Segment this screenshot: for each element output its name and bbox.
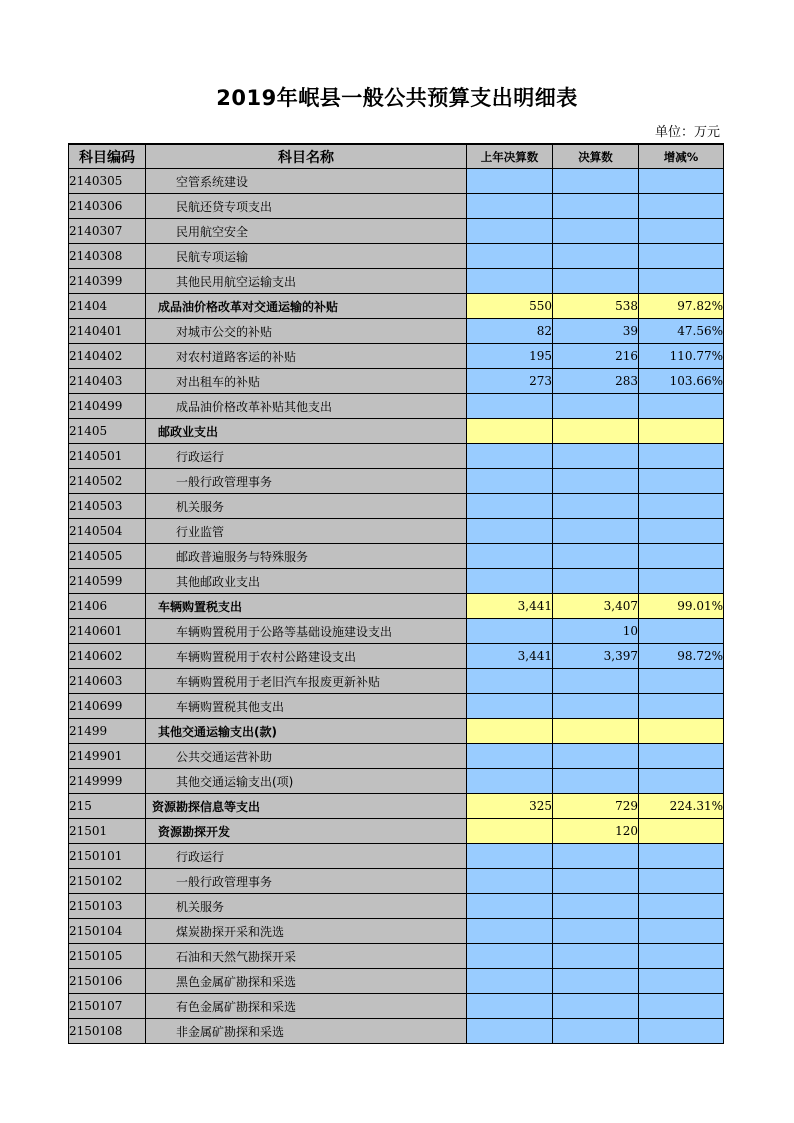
row-prev-year	[467, 844, 553, 869]
row-change	[639, 694, 724, 719]
row-prev-year	[467, 969, 553, 994]
row-name: 非金属矿勘探和采选	[146, 1019, 467, 1044]
table-row	[69, 494, 724, 519]
row-name: 对出租车的补贴	[146, 369, 467, 394]
row-current	[553, 944, 639, 969]
row-code: 2140499	[69, 394, 146, 419]
row-current: 216	[553, 344, 639, 369]
row-current	[553, 919, 639, 944]
table-row	[69, 894, 724, 919]
row-change	[639, 494, 724, 519]
row-name: 民用航空安全	[146, 219, 467, 244]
header-row	[69, 144, 724, 169]
row-prev-year	[467, 544, 553, 569]
row-name: 行政运行	[146, 844, 467, 869]
row-code: 2140306	[69, 194, 146, 219]
row-code: 2140501	[69, 444, 146, 469]
row-name: 行业监管	[146, 519, 467, 544]
row-name: 行政运行	[146, 444, 467, 469]
row-change	[639, 769, 724, 794]
row-name: 公共交通运营补助	[146, 744, 467, 769]
row-name: 对城市公交的补贴	[146, 319, 467, 344]
table-row	[69, 1019, 724, 1044]
row-prev-year: 82	[467, 319, 553, 344]
row-current	[553, 544, 639, 569]
row-prev-year	[467, 744, 553, 769]
row-prev-year	[467, 269, 553, 294]
row-code: 215	[69, 794, 146, 819]
row-current	[553, 719, 639, 744]
table-row	[69, 444, 724, 469]
table-row	[69, 344, 724, 369]
row-name: 其他交通运输支出(款)	[146, 719, 467, 744]
row-change	[639, 1019, 724, 1044]
row-code: 2140505	[69, 544, 146, 569]
row-prev-year	[467, 569, 553, 594]
row-code: 21404	[69, 294, 146, 319]
row-prev-year	[467, 919, 553, 944]
row-code: 21499	[69, 719, 146, 744]
table-row	[69, 944, 724, 969]
row-change	[639, 994, 724, 1019]
table-row	[69, 194, 724, 219]
row-code: 21406	[69, 594, 146, 619]
row-change	[639, 669, 724, 694]
row-prev-year	[467, 519, 553, 544]
row-code: 2150104	[69, 919, 146, 944]
row-change	[639, 269, 724, 294]
header-change: 增减%	[639, 144, 724, 169]
row-prev-year	[467, 169, 553, 194]
row-prev-year	[467, 869, 553, 894]
row-prev-year	[467, 994, 553, 1019]
row-current: 3,397	[553, 644, 639, 669]
row-prev-year: 195	[467, 344, 553, 369]
row-change	[639, 819, 724, 844]
row-prev-year: 550	[467, 294, 553, 319]
page-title: 2019年岷县一般公共预算支出明细表	[216, 86, 578, 110]
row-code: 2140503	[69, 494, 146, 519]
row-current	[553, 444, 639, 469]
row-name: 空管系统建设	[146, 169, 467, 194]
row-current	[553, 994, 639, 1019]
table-row	[69, 219, 724, 244]
table-row	[69, 469, 724, 494]
row-name: 其他邮政业支出	[146, 569, 467, 594]
row-code: 2140599	[69, 569, 146, 594]
table-row	[69, 844, 724, 869]
row-name: 其他民用航空运输支出	[146, 269, 467, 294]
row-current: 283	[553, 369, 639, 394]
row-current	[553, 194, 639, 219]
row-change	[639, 469, 724, 494]
row-change: 99.01%	[639, 594, 724, 619]
row-code: 2140308	[69, 244, 146, 269]
row-prev-year	[467, 769, 553, 794]
row-current: 538	[553, 294, 639, 319]
row-current	[553, 219, 639, 244]
row-current	[553, 769, 639, 794]
budget-table	[68, 143, 724, 1044]
row-current	[553, 744, 639, 769]
row-current: 729	[553, 794, 639, 819]
row-name: 资源勘探信息等支出	[146, 794, 467, 819]
row-change	[639, 869, 724, 894]
row-change	[639, 944, 724, 969]
row-name: 黑色金属矿勘探和采选	[146, 969, 467, 994]
row-code: 2140402	[69, 344, 146, 369]
table-row	[69, 519, 724, 544]
table-row	[69, 869, 724, 894]
row-code: 2140399	[69, 269, 146, 294]
row-name: 石油和天然气勘探开采	[146, 944, 467, 969]
row-name: 民航还贷专项支出	[146, 194, 467, 219]
table-row	[69, 794, 724, 819]
row-change	[639, 969, 724, 994]
row-current	[553, 569, 639, 594]
row-code: 2140699	[69, 694, 146, 719]
table-row	[69, 644, 724, 669]
header-name: 科目名称	[146, 144, 467, 169]
row-current	[553, 844, 639, 869]
table-row	[69, 619, 724, 644]
table-row	[69, 269, 724, 294]
table-row	[69, 669, 724, 694]
row-name: 邮政普遍服务与特殊服务	[146, 544, 467, 569]
row-current	[553, 519, 639, 544]
table-row	[69, 819, 724, 844]
row-current	[553, 969, 639, 994]
table-row	[69, 969, 724, 994]
table-row	[69, 994, 724, 1019]
row-current	[553, 494, 639, 519]
row-change	[639, 844, 724, 869]
row-change	[639, 894, 724, 919]
row-change	[639, 919, 724, 944]
row-prev-year	[467, 894, 553, 919]
table-row	[69, 919, 724, 944]
row-change	[639, 519, 724, 544]
row-prev-year	[467, 944, 553, 969]
row-code: 2150108	[69, 1019, 146, 1044]
row-code: 2150105	[69, 944, 146, 969]
row-change	[639, 744, 724, 769]
row-code: 2150103	[69, 894, 146, 919]
table-row	[69, 569, 724, 594]
table-row	[69, 169, 724, 194]
table-row	[69, 419, 724, 444]
row-prev-year	[467, 244, 553, 269]
row-change: 103.66%	[639, 369, 724, 394]
row-name: 一般行政管理事务	[146, 469, 467, 494]
row-change	[639, 394, 724, 419]
row-name: 邮政业支出	[146, 419, 467, 444]
row-prev-year	[467, 419, 553, 444]
table-row	[69, 294, 724, 319]
row-change	[639, 219, 724, 244]
row-change	[639, 444, 724, 469]
row-code: 2140403	[69, 369, 146, 394]
row-prev-year	[467, 394, 553, 419]
row-code: 21405	[69, 419, 146, 444]
row-prev-year	[467, 719, 553, 744]
row-prev-year: 273	[467, 369, 553, 394]
row-name: 机关服务	[146, 494, 467, 519]
row-code: 2140307	[69, 219, 146, 244]
row-current: 120	[553, 819, 639, 844]
row-name: 煤炭勘探开采和洗选	[146, 919, 467, 944]
row-code: 2150107	[69, 994, 146, 1019]
row-code: 2140601	[69, 619, 146, 644]
table-row	[69, 594, 724, 619]
row-code: 2150102	[69, 869, 146, 894]
row-prev-year	[467, 694, 553, 719]
row-change	[639, 244, 724, 269]
header-prev-year: 上年决算数	[467, 144, 553, 169]
row-change: 110.77%	[639, 344, 724, 369]
table-row	[69, 694, 724, 719]
row-prev-year: 3,441	[467, 644, 553, 669]
row-current	[553, 669, 639, 694]
row-code: 2140504	[69, 519, 146, 544]
row-change	[639, 169, 724, 194]
row-prev-year: 3,441	[467, 594, 553, 619]
row-prev-year	[467, 819, 553, 844]
row-code: 2149901	[69, 744, 146, 769]
row-change	[639, 619, 724, 644]
row-change	[639, 544, 724, 569]
row-name: 车辆购置税用于老旧汽车报废更新补贴	[146, 669, 467, 694]
row-name: 机关服务	[146, 894, 467, 919]
row-name: 车辆购置税支出	[146, 594, 467, 619]
row-change: 47.56%	[639, 319, 724, 344]
row-change	[639, 419, 724, 444]
row-code: 21501	[69, 819, 146, 844]
row-current	[553, 394, 639, 419]
row-current	[553, 694, 639, 719]
header-current: 决算数	[553, 144, 639, 169]
row-current	[553, 269, 639, 294]
row-current: 39	[553, 319, 639, 344]
row-change: 98.72%	[639, 644, 724, 669]
row-code: 2150101	[69, 844, 146, 869]
unit-label: 单位：万元	[654, 125, 720, 140]
row-current	[553, 169, 639, 194]
row-current	[553, 244, 639, 269]
row-name: 有色金属矿勘探和采选	[146, 994, 467, 1019]
row-code: 2140305	[69, 169, 146, 194]
row-change: 97.82%	[639, 294, 724, 319]
row-prev-year	[467, 494, 553, 519]
table-row	[69, 744, 724, 769]
row-name: 成品油价格改革补贴其他支出	[146, 394, 467, 419]
table-row	[69, 319, 724, 344]
row-code: 2140502	[69, 469, 146, 494]
row-change	[639, 194, 724, 219]
table-row	[69, 369, 724, 394]
row-name: 其他交通运输支出(项)	[146, 769, 467, 794]
row-name: 资源勘探开发	[146, 819, 467, 844]
row-prev-year	[467, 444, 553, 469]
table-row	[69, 244, 724, 269]
table-row	[69, 394, 724, 419]
row-current	[553, 419, 639, 444]
table-row	[69, 769, 724, 794]
row-code: 2140603	[69, 669, 146, 694]
row-change	[639, 719, 724, 744]
row-name: 民航专项运输	[146, 244, 467, 269]
row-code: 2140401	[69, 319, 146, 344]
table-row	[69, 544, 724, 569]
row-code: 2149999	[69, 769, 146, 794]
row-change: 224.31%	[639, 794, 724, 819]
row-prev-year	[467, 469, 553, 494]
row-name: 车辆购置税用于农村公路建设支出	[146, 644, 467, 669]
row-name: 对农村道路客运的补贴	[146, 344, 467, 369]
row-current	[553, 869, 639, 894]
table-body	[69, 169, 724, 1044]
row-name: 车辆购置税用于公路等基础设施建设支出	[146, 619, 467, 644]
row-prev-year: 325	[467, 794, 553, 819]
row-prev-year	[467, 194, 553, 219]
row-prev-year	[467, 619, 553, 644]
row-code: 2150106	[69, 969, 146, 994]
row-name: 一般行政管理事务	[146, 869, 467, 894]
header-code: 科目编码	[69, 144, 146, 169]
row-current	[553, 469, 639, 494]
row-prev-year	[467, 219, 553, 244]
row-current	[553, 1019, 639, 1044]
row-code: 2140602	[69, 644, 146, 669]
row-current	[553, 894, 639, 919]
row-current: 3,407	[553, 594, 639, 619]
row-change	[639, 569, 724, 594]
row-prev-year	[467, 669, 553, 694]
table-row	[69, 719, 724, 744]
row-name: 车辆购置税其他支出	[146, 694, 467, 719]
row-name: 成品油价格改革对交通运输的补贴	[146, 294, 467, 319]
row-current: 10	[553, 619, 639, 644]
row-prev-year	[467, 1019, 553, 1044]
